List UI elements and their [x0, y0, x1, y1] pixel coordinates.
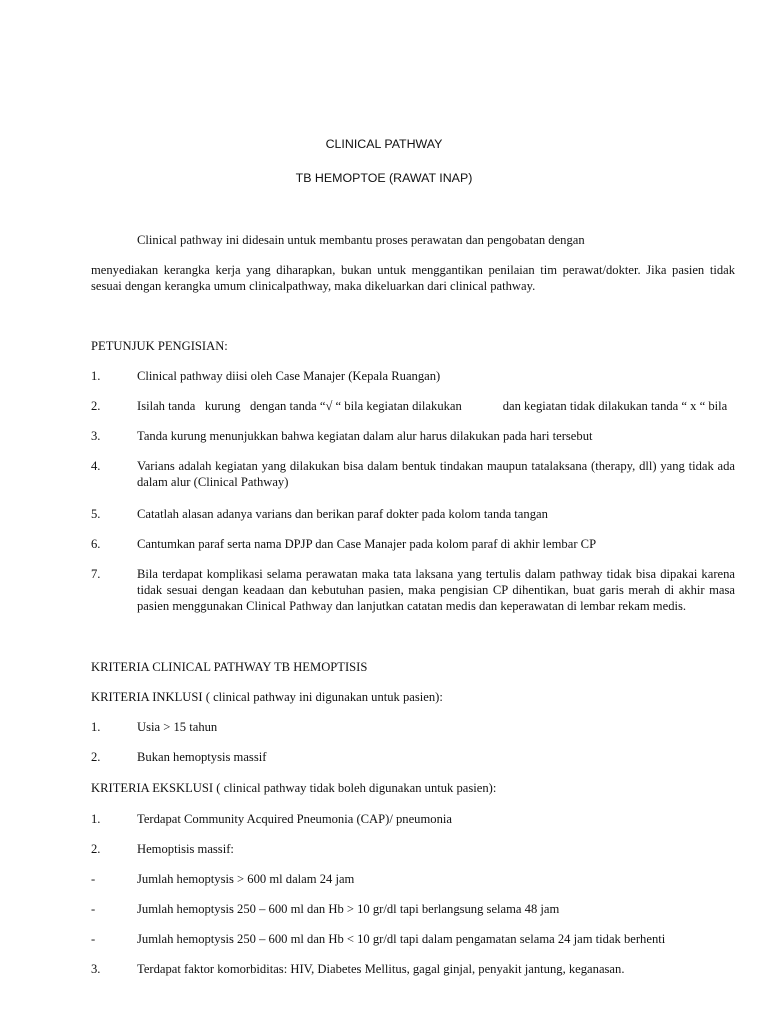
- petunjuk-heading: PETUNJUK PENGISIAN:: [91, 339, 228, 353]
- petunjuk-item-4-number: 4.: [91, 459, 101, 473]
- petunjuk-item-2-number: 2.: [91, 399, 101, 413]
- petunjuk-item-2-text: Isilah tanda kurung dengan tanda “√ “ bila kegiatan dilakukan dan kegiatan tidak dilakukan tanda “ x “ bila: [137, 399, 728, 413]
- petunjuk-item-1-number: 1.: [91, 369, 101, 383]
- kriteria-heading: KRITERIA CLINICAL PATHWAY TB HEMOPTISIS: [91, 660, 368, 674]
- eksklusi-subitem-2-bullet: -: [91, 902, 96, 916]
- inklusi-item-1-text: Usia > 15 tahun: [137, 720, 218, 734]
- eksklusi-heading: KRITERIA EKSKLUSI ( clinical pathway tidak boleh digunakan untuk pasien):: [91, 781, 497, 795]
- eksklusi-item-3-number: 3.: [91, 962, 101, 976]
- inklusi-item-2-text: Bukan hemoptysis massif: [137, 750, 267, 764]
- eksklusi-subitem-1-text: Jumlah hemoptysis > 600 ml dalam 24 jam: [137, 872, 355, 886]
- petunjuk-item-4-text: Varians adalah kegiatan yang dilakukan bisa dalam bentuk tindakan maupun tatalaksana (therapy, dll) yang tidak ada dalam alur (Clinical Pathway): [137, 459, 735, 489]
- document-subtitle: TB HEMOPTOE (RAWAT INAP): [295, 171, 473, 185]
- eksklusi-item-1-number: 1.: [91, 812, 101, 826]
- petunjuk-item-7-text: Bila terdapat komplikasi selama perawatan maka tata laksana yang tertulis dalam pathway tidak bisa dipakai karena tidak sesuai dengan keadaan dan kebutuhan pasien, maka pengisian CP dihentikan, buat garis merah di akhir masa pasien menggunakan Clinical Pathway dan lanjutkan catatan medis dan keperawatan di lembar rekam medis.: [137, 567, 735, 613]
- eksklusi-subitem-2-text: Jumlah hemoptysis 250 – 600 ml dan Hb > 10 gr/dl tapi berlangsung selama 48 jam: [137, 902, 560, 916]
- petunjuk-item-7-number: 7.: [91, 567, 101, 581]
- eksklusi-subitem-1-bullet: -: [91, 872, 96, 886]
- eksklusi-item-3-text: Terdapat faktor komorbiditas: HIV, Diabetes Mellitus, gagal ginjal, penyakit jantung, keganasan.: [137, 962, 625, 976]
- petunjuk-item-3-text: Tanda kurung menunjukkan bahwa kegiatan dalam alur harus dilakukan pada hari tersebut: [137, 429, 593, 443]
- petunjuk-item-3-number: 3.: [91, 429, 101, 443]
- document-title: CLINICAL PATHWAY: [325, 137, 443, 151]
- eksklusi-subitem-3-text: Jumlah hemoptysis 250 – 600 ml dan Hb < 10 gr/dl tapi dalam pengamatan selama 24 jam tidak berhenti: [137, 932, 666, 946]
- petunjuk-item-6-number: 6.: [91, 537, 101, 551]
- eksklusi-item-2-text: Hemoptisis massif:: [137, 842, 234, 856]
- inklusi-heading: KRITERIA INKLUSI ( clinical pathway ini digunakan untuk pasien):: [91, 690, 443, 704]
- eksklusi-subitem-3-bullet: -: [91, 932, 96, 946]
- intro-paragraph: menyediakan kerangka kerja yang diharapkan, bukan untuk menggantikan penilaian tim perawat/dokter. Jika pasien tidak sesuai dengan kerangka umum clinicalpathway, maka dikeluarkan dari clinical pathway.: [91, 263, 735, 293]
- inklusi-item-2-number: 2.: [91, 750, 101, 764]
- petunjuk-item-5-text: Catatlah alasan adanya varians dan berikan paraf dokter pada kolom tanda tangan: [137, 507, 548, 521]
- intro-first-line: Clinical pathway ini didesain untuk membantu proses perawatan dan pengobatan dengan: [137, 233, 585, 247]
- eksklusi-item-2-number: 2.: [91, 842, 101, 856]
- petunjuk-item-1-text: Clinical pathway diisi oleh Case Manajer (Kepala Ruangan): [137, 369, 441, 383]
- petunjuk-item-6-text: Cantumkan paraf serta nama DPJP dan Case Manajer pada kolom paraf di akhir lembar CP: [137, 537, 597, 551]
- petunjuk-item-5-number: 5.: [91, 507, 101, 521]
- eksklusi-item-1-text: Terdapat Community Acquired Pneumonia (CAP)/ pneumonia: [137, 812, 452, 826]
- inklusi-item-1-number: 1.: [91, 720, 101, 734]
